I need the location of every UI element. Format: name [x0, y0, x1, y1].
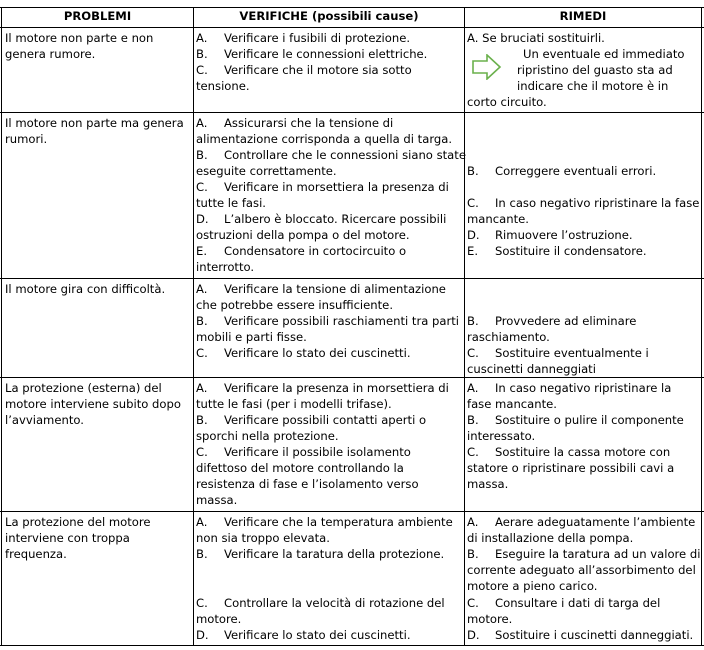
item-text-continued: motore a pieno carico.	[467, 579, 598, 593]
item-text: Sostituire eventualmente i	[495, 346, 649, 360]
item-letter: B.	[196, 314, 208, 328]
item-letter: C.	[467, 196, 479, 210]
item-letter: B.	[467, 164, 479, 178]
check-item	[196, 281, 446, 297]
item-text: Verificare la tensione di alimentazione	[224, 282, 446, 296]
item-letter: B.	[196, 148, 208, 162]
item-letter: D.	[196, 212, 209, 226]
remedy-item	[467, 243, 647, 259]
item-text: In caso negativo ripristinare la	[495, 381, 672, 395]
column-divider	[193, 7, 194, 646]
problem-text: La protezione del motore	[5, 515, 151, 529]
check-item	[196, 546, 444, 562]
check-item	[196, 514, 453, 530]
item-text: Sostituire o pulire il componente	[495, 413, 684, 427]
table-border-right	[701, 7, 702, 646]
item-letter: C.	[196, 346, 208, 360]
item-text: Controllare la velocità di rotazione del	[224, 596, 445, 610]
item-text-continued: tensione.	[196, 79, 250, 93]
item-letter: C.	[196, 445, 208, 459]
item-letter: B.	[467, 413, 479, 427]
remedy-item	[467, 546, 700, 562]
check-item	[196, 595, 445, 611]
column-divider	[464, 7, 465, 646]
problem-text: Il motore non parte ma genera	[5, 116, 184, 130]
item-text-continued: difettoso del motore controllando la	[196, 461, 404, 475]
remedy-text: corto circuito.	[467, 95, 547, 109]
remedy-item	[467, 412, 684, 428]
item-text: Verificare le connessioni elettriche.	[224, 47, 428, 61]
problem-text: genera rumore.	[5, 47, 96, 61]
item-text: Correggere eventuali errori.	[495, 164, 657, 178]
remedy-item	[467, 345, 649, 361]
remedy-text: Un eventuale ed immediato	[523, 47, 685, 61]
problem-text: interviene con troppa	[5, 531, 130, 545]
row-divider	[0, 278, 704, 279]
item-text-continued: tutte le fasi (per i modelli trifase).	[196, 397, 392, 411]
item-letter: A.	[196, 381, 208, 395]
item-letter: C.	[467, 445, 479, 459]
item-text: Verificare che il motore sia sotto	[224, 63, 412, 77]
remedy-item	[467, 163, 656, 179]
check-item	[196, 211, 446, 227]
table-border-bottom	[0, 645, 704, 646]
item-text-continued: interessato.	[467, 429, 536, 443]
remedy-item	[467, 30, 605, 46]
problem-text: l’avviamento.	[5, 413, 84, 427]
check-item	[196, 345, 411, 361]
item-text: Controllare che le connessioni siano state	[224, 148, 466, 162]
item-letter: D.	[467, 228, 480, 242]
item-text: Verificare il possibile isolamento	[224, 445, 411, 459]
item-text-continued: di installazione della pompa.	[467, 531, 634, 545]
header-problems: PROBLEMI	[63, 9, 132, 23]
check-item	[196, 380, 449, 396]
item-text: Verificare la taratura della protezione.	[224, 547, 445, 561]
remedy-item	[467, 227, 633, 243]
item-text: Assicurarsi che la tensione di	[224, 116, 394, 130]
table-border-left	[1, 7, 2, 646]
check-item	[196, 30, 410, 46]
item-text-continued: resistenza di fase e l’isolamento verso	[196, 477, 419, 491]
item-text-continued: sporchi nella protezione.	[196, 429, 339, 443]
item-text: Verificare in morsettiera la presenza di	[224, 180, 449, 194]
item-text: Rimuovere l’ostruzione.	[495, 228, 633, 242]
item-letter: E.	[467, 244, 479, 258]
remedy-item	[467, 595, 660, 611]
remedy-item	[467, 514, 695, 530]
item-text-continued: motore.	[196, 612, 242, 626]
remedy-item	[467, 313, 636, 329]
remedy-item	[467, 444, 670, 460]
check-item	[196, 444, 411, 460]
item-text-continued: massa.	[196, 493, 238, 507]
item-text: Verificare la presenza in morsettiera di	[224, 381, 449, 395]
item-text: In caso negativo ripristinare la fase	[495, 196, 700, 210]
item-text-continued: alimentazione corrisponda a quella di targa.	[196, 132, 453, 146]
problem-text: La protezione (esterna) del	[5, 381, 162, 395]
item-text: Sostituire la cassa motore con	[495, 445, 671, 459]
item-text-continued: non sia troppo elevata.	[196, 531, 330, 545]
item-text: Sostituire i cuscinetti danneggiati.	[495, 628, 694, 642]
problem-text: motore interviene subito dopo	[5, 397, 181, 411]
item-letter: D.	[196, 628, 209, 642]
header-remedies: RIMEDI	[559, 9, 607, 23]
item-text: Verificare i fusibili di protezione.	[224, 31, 411, 45]
remedy-item	[467, 195, 699, 211]
check-item	[196, 313, 459, 329]
check-item	[196, 62, 412, 78]
item-letter: C.	[467, 346, 479, 360]
row-divider	[0, 511, 704, 512]
item-text-continued: ostruzioni della pompa o del motore.	[196, 228, 410, 242]
check-item	[196, 179, 449, 195]
item-letter: C.	[467, 596, 479, 610]
remedy-text: ripristino del guasto sta ad	[517, 63, 673, 77]
item-letter: B.	[467, 314, 479, 328]
item-text-continued: cuscinetti danneggiati	[467, 362, 596, 376]
item-letter: B.	[196, 413, 208, 427]
remedy-text: indicare che il motore è in	[517, 79, 669, 93]
item-text: Verificare lo stato dei cuscinetti.	[224, 628, 411, 642]
item-text-continued: mancante.	[467, 212, 529, 226]
check-item	[196, 627, 411, 643]
item-letter: A.	[467, 381, 479, 395]
problem-text: Il motore gira con difficoltà.	[5, 282, 166, 296]
check-item	[196, 147, 466, 163]
item-letter: A.	[467, 515, 479, 529]
item-text: Verificare possibili contatti aperti o	[224, 413, 427, 427]
right-arrow-icon	[472, 54, 502, 80]
item-text-continued: massa.	[467, 477, 509, 491]
item-letter: B.	[467, 547, 479, 561]
item-text-continued: raschiamento.	[467, 330, 550, 344]
row-divider	[0, 112, 704, 113]
header-divider	[0, 27, 704, 28]
item-text: Consultare i dati di targa del	[495, 596, 661, 610]
item-letter: A.	[196, 282, 208, 296]
problem-text: frequenza.	[5, 547, 67, 561]
item-text-continued: motore.	[467, 612, 513, 626]
check-item	[196, 46, 427, 62]
item-text: Verificare lo stato dei cuscinetti.	[224, 346, 411, 360]
item-letter: A.	[196, 31, 208, 45]
item-text: Se bruciati sostituirli.	[482, 31, 605, 45]
item-letter: C.	[196, 63, 208, 77]
item-text-continued: mobili e parti fisse.	[196, 330, 307, 344]
item-text-continued: fase mancante.	[467, 397, 557, 411]
item-text: Condensatore in cortocircuito o	[224, 244, 407, 258]
check-item	[196, 412, 426, 428]
item-text: Eseguire la taratura ad un valore di	[495, 547, 701, 561]
item-text: Aerare adeguatamente l’ambiente	[495, 515, 696, 529]
check-item	[196, 115, 393, 131]
item-text: L’albero è bloccato. Ricercare possibili	[224, 212, 447, 226]
item-letter: C.	[196, 596, 208, 610]
item-text-continued: eseguite correttamente.	[196, 164, 337, 178]
row-divider	[0, 377, 704, 378]
item-letter: D.	[467, 628, 480, 642]
item-letter: B.	[196, 47, 208, 61]
item-letter: E.	[196, 244, 208, 258]
item-letter: A.	[196, 116, 208, 130]
check-item	[196, 243, 406, 259]
problem-text: Il motore non parte e non	[5, 31, 154, 45]
header-checks: VERIFICHE (possibili cause)	[239, 9, 419, 23]
item-text-continued: corrente adeguato all’assorbimento del	[467, 563, 696, 577]
item-text-continued: interrotto.	[196, 260, 255, 274]
item-letter: A.	[196, 515, 208, 529]
item-text: Sostituire il condensatore.	[495, 244, 647, 258]
item-text-continued: che potrebbe essere insufficiente.	[196, 298, 394, 312]
item-letter: B.	[196, 547, 208, 561]
remedy-item	[467, 380, 671, 396]
item-text-continued: statore o ripristinare possibili cavi a	[467, 461, 675, 475]
remedy-item	[467, 627, 693, 643]
item-text: Verificare possibili raschiamenti tra parti	[224, 314, 460, 328]
item-letter: C.	[196, 180, 208, 194]
item-text: Provvedere ad eliminare	[495, 314, 637, 328]
problem-text: rumori.	[5, 132, 48, 146]
item-text-continued: tutte le fasi.	[196, 196, 266, 210]
item-letter: A.	[467, 31, 479, 45]
item-text: Verificare che la temperatura ambiente	[224, 515, 453, 529]
